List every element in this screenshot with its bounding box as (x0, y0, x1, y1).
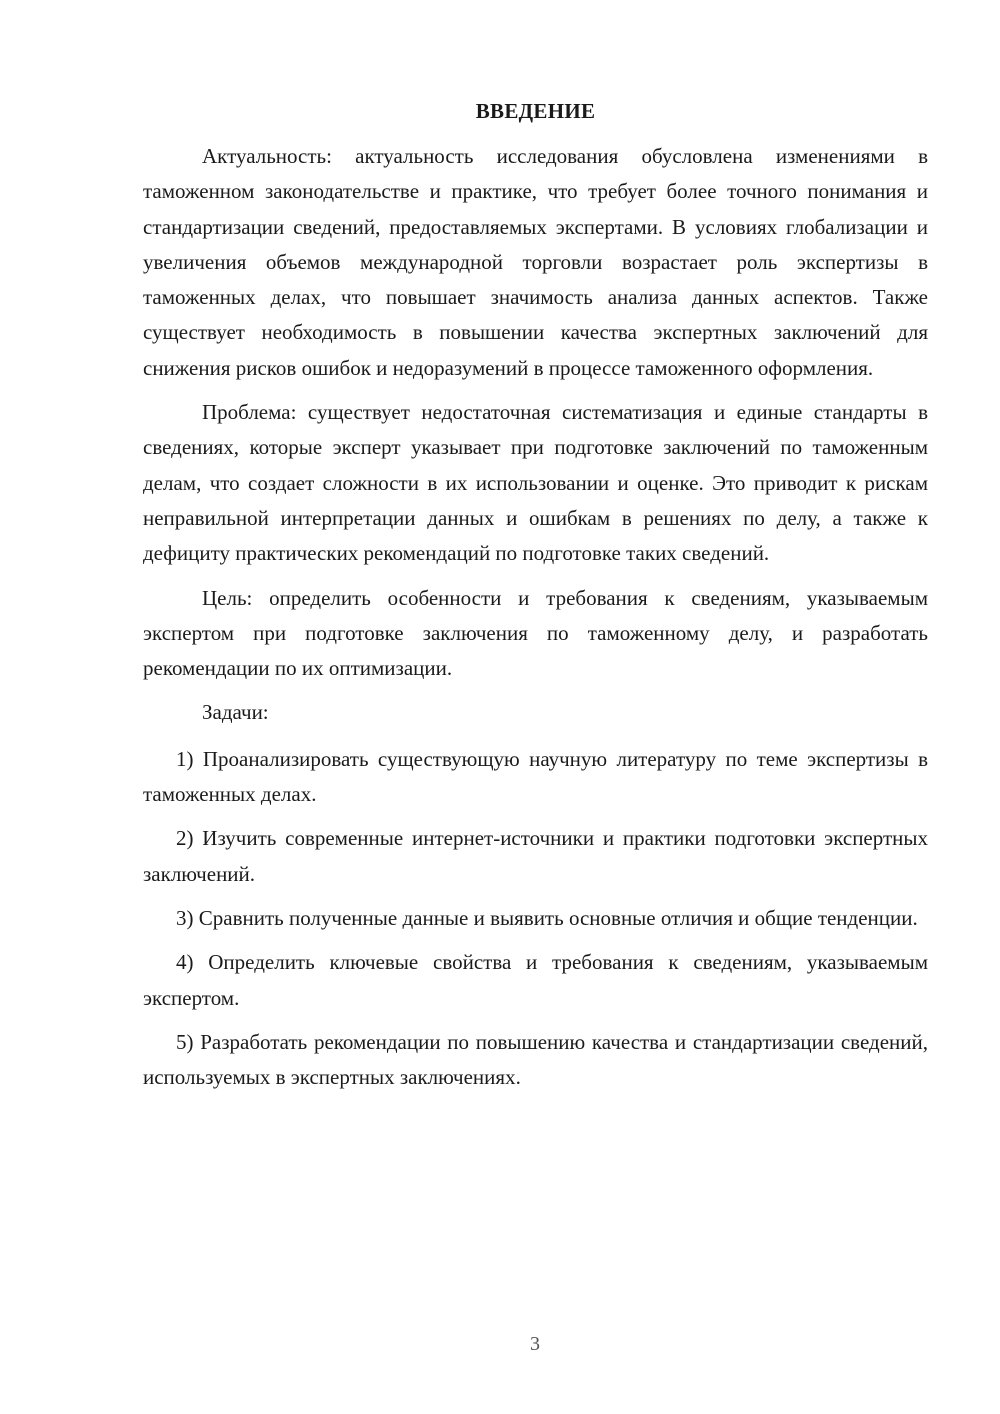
task-item-4: 4) Определить ключевые свойства и требования к сведениям, указываемым экспертом. (143, 950, 928, 1010)
paragraph-problem: Проблема: существует недостаточная систематизация и единые стандарты в сведениях, которые эксперт указывает при подготовке заключений по таможенным делам, что создает сложности в их использовании и оценке. Это приводит к рискам неправильной интерпретации данных и ошибкам в решениях по делу, а также к дефициту практических рекомендаций по подготовке таких сведений. (143, 400, 928, 566)
task-item-3: 3) Сравнить полученные данные и выявить основные отличия и общие тенденции. (176, 905, 918, 930)
tasks-heading: Задачи: (202, 700, 269, 725)
page-number: 3 (530, 1333, 540, 1355)
task-item-5: 5) Разработать рекомендации по повышению качества и стандартизации сведений, используемых в экспертных заключениях. (143, 1029, 928, 1090)
paragraph-relevance: Актуальность: актуальность исследования обусловлена изменениями в таможенном законодательстве и практике, что требует более точного понимания и стандартизации сведений, предоставляемых экспертами. В условиях глобализации и увеличения объемов международной торговли возрастает роль экспертизы в таможенных делах, что повышает значимость анализа данных аспектов. Также существует необходимость в повышении качества экспертных заключений для снижения рисков ошибок и недоразумений в процессе таможенного оформления. (143, 144, 928, 380)
section-title: ВВЕДЕНИЕ (475, 99, 596, 123)
document-page (143, 96, 928, 1104)
paragraph-goal: Цель: определить особенности и требования к сведениям, указываемым экспертом при подготовке заключения по таможенному делу, и разработать рекомендации по их оптимизации. (143, 585, 928, 681)
task-item-1: 1) Проанализировать существующую научную литературу по теме экспертизы в таможенных делах. (143, 746, 928, 807)
task-item-2: 2) Изучить современные интернет-источники и практики подготовки экспертных заключений. (143, 826, 928, 886)
